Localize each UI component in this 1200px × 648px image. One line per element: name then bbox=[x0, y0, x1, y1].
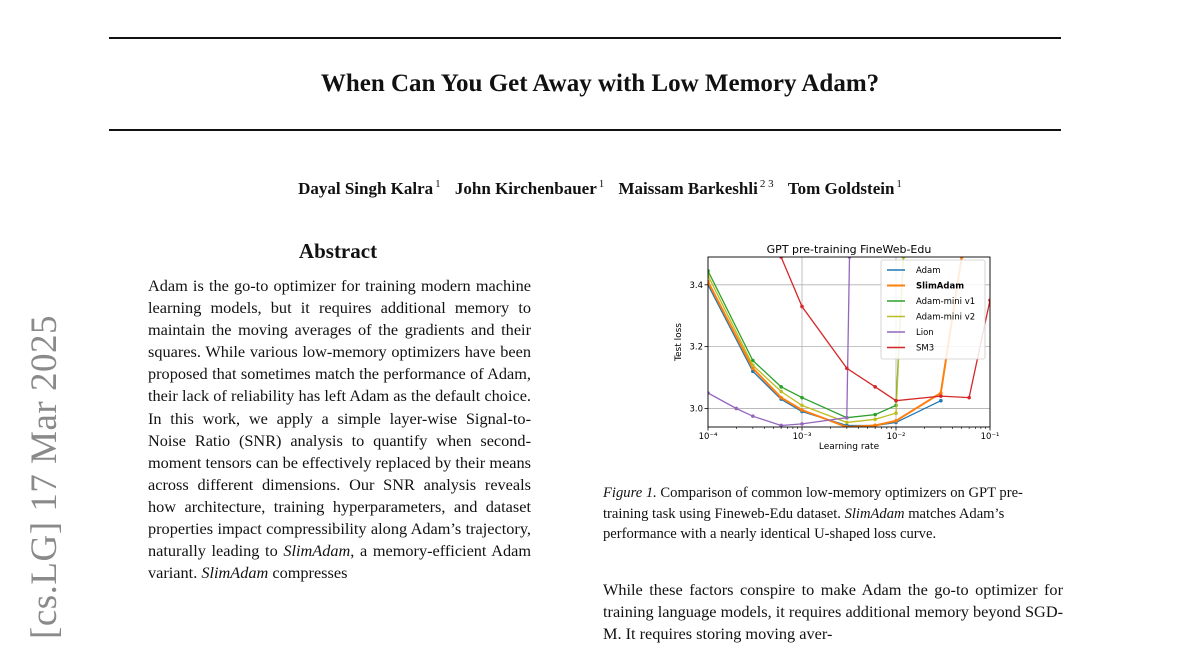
data-point bbox=[779, 390, 783, 394]
title-rule-top bbox=[109, 37, 1061, 39]
data-point bbox=[779, 385, 783, 389]
data-point bbox=[845, 366, 849, 370]
series-lion bbox=[706, 255, 851, 427]
author-goldstein: Tom Goldstein $^1$ bbox=[787, 178, 902, 198]
data-point bbox=[751, 363, 755, 367]
y-tick-label: 3.4 bbox=[689, 280, 703, 291]
arxiv-stamp: [cs.LG] 17 Mar 2025 bbox=[24, 315, 65, 639]
figure-caption: Figure 1. Comparison of common low-memory optimizers on GPT pre-training task using Fineweb-Edu dataset. SlimAdam matches Adam’s performance with a nearly identical U-shaped loss curve. bbox=[603, 485, 1023, 542]
data-point bbox=[800, 422, 804, 426]
data-point bbox=[939, 399, 943, 403]
loss-vs-lr-plot bbox=[670, 240, 1000, 460]
intro-paragraph: While these factors conspire to make Adam the go-to optimizer for training language models, it requires additional memory beyond SGD-M. It requires storing moving aver- bbox=[603, 580, 1063, 644]
author-list bbox=[0, 173, 1200, 200]
data-point bbox=[894, 399, 898, 403]
author-kirchenbauer: John Kirchenbauer $^1$ bbox=[454, 178, 605, 198]
method-name: SlimAdam bbox=[844, 505, 905, 522]
y-tick-label: 3.2 bbox=[689, 342, 703, 353]
y-axis-label: Test loss bbox=[674, 323, 684, 361]
author-barkeshli: Maissam Barkeshli $^{2 3}$ bbox=[618, 178, 774, 198]
paper-title: When Can You Get Away with Low Memory Adam? bbox=[320, 70, 880, 97]
legend-label: SlimAdam bbox=[916, 281, 965, 292]
data-point bbox=[873, 385, 877, 389]
data-point bbox=[734, 407, 738, 411]
data-point bbox=[894, 419, 898, 423]
caption-label: Figure 1. bbox=[603, 485, 657, 501]
data-point bbox=[939, 391, 943, 395]
data-point bbox=[939, 394, 943, 398]
abstract-body: Adam is the go-to optimizer for training modern machine learning models, but it requires additional memory to maintain the moving averages of the gradients and their squares. While various low-memory optimizers have been proposed that sometimes match the performance of Adam, their lack of reliability has left Adam as the default choice. In this work, we apply a simple layer-wise Signal-to-Noise Ratio (SNR) analysis to quantify when second-moment tensors can be effectively replaced by their means across different dimensions. Our SNR analysis reveals how architecture, training hyperparameters, and dataset properties impact compressibility along Adam’s trajectory, naturally leading to SlimAdam, a memory-efficient Adam variant. SlimAdam compresses bbox=[148, 276, 531, 583]
data-point bbox=[873, 417, 877, 421]
x-tick-label: 10⁻³ bbox=[792, 432, 812, 442]
legend-label: Adam-mini v2 bbox=[916, 312, 976, 323]
data-point bbox=[800, 404, 804, 408]
legend-label: Lion bbox=[916, 328, 934, 338]
data-point bbox=[845, 421, 849, 425]
x-tick-label: 10⁻¹ bbox=[980, 432, 1000, 442]
data-point bbox=[845, 416, 849, 420]
data-point bbox=[751, 414, 755, 418]
data-point bbox=[800, 408, 804, 412]
method-name: SlimAdam bbox=[283, 541, 351, 561]
abstract-heading: Abstract bbox=[298, 239, 378, 263]
data-point bbox=[873, 413, 877, 417]
method-name: SlimAdam bbox=[201, 563, 269, 583]
legend-label: Adam-mini v1 bbox=[916, 297, 976, 307]
chart-title: GPT pre-training FineWeb-Edu bbox=[766, 243, 932, 256]
author-kalra: Dayal Singh Kalra $^1$ bbox=[298, 178, 441, 198]
figure-1-chart bbox=[670, 240, 1000, 460]
x-tick-label: 10⁻² bbox=[886, 432, 906, 442]
legend-label: SM3 bbox=[916, 343, 935, 354]
x-tick-label: 10⁻⁴ bbox=[698, 432, 718, 442]
legend-label: Adam bbox=[916, 266, 941, 276]
title-rule-bottom bbox=[109, 129, 1061, 131]
x-axis-label: Learning rate bbox=[818, 442, 880, 452]
data-point bbox=[894, 411, 898, 415]
data-point bbox=[779, 396, 783, 400]
data-point bbox=[800, 396, 804, 400]
y-tick-label: 3.0 bbox=[689, 404, 703, 415]
series-line bbox=[708, 257, 850, 426]
data-point bbox=[800, 305, 804, 309]
data-point bbox=[967, 396, 971, 400]
